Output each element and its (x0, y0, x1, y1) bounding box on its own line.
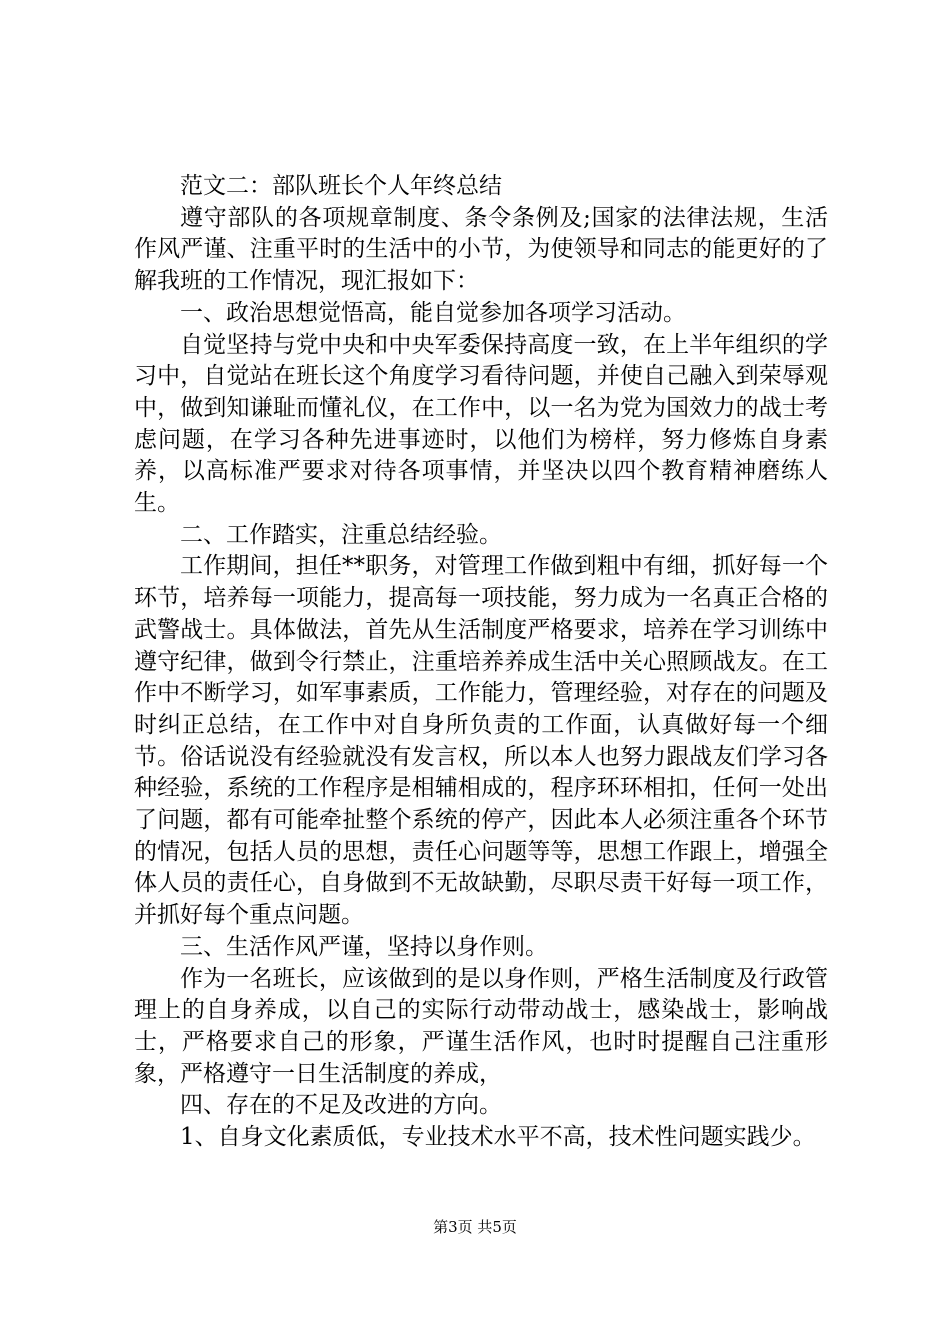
page-number-footer: 第3页 共5页 (433, 1218, 517, 1236)
document-body (134, 171, 828, 1154)
paragraph-lifestyle: 作为一名班长，应该做到的是以身作则，严格生活制度及行政管理上的自身养成，以自己的实际行动带动战士，感染战士，影响战士，严格要求自己的形象，严谨生活作风，也时时提醒自己注重形象，严格遵守一日生活制度的养成， (134, 965, 828, 1087)
section-heading-2: 二、工作踏实，注重总结经验。 (180, 521, 502, 548)
section-heading-1: 一、政治思想觉悟高，能自觉参加各项学习活动。 (180, 299, 686, 326)
paragraph-intro: 遵守部队的各项规章制度、条令条例及;国家的法律法规，生活作风严谨、注重平时的生活中的小节，为使领导和同志的能更好的了解我班的工作情况，现汇报如下： (134, 204, 828, 295)
paragraph-shortcoming-1: 1、自身文化素质低，专业技术水平不高，技术性问题实践少。 (180, 1124, 816, 1151)
document-title: 范文二：部队班长个人年终总结 (180, 173, 502, 199)
paragraph-work: 工作期间，担任**职务，对管理工作做到粗中有细，抓好每一个环节，培养每一项能力，提高每一项技能，努力成为一名真正合格的武警战士。具体做法，首先从生活制度严格要求，培养在学习训练中遵守纪律，做到令行禁止，注重培养养成生活中关心照顾战友。在工作中不断学习，如军事素质，工作能力，管理经验，对存在的问题及时纠正总结，在工作中对自身所负责的工作面，认真做好每一个细节。俗话说没有经验就没有发言权，所以本人也努力跟战友们学习各种经验，系统的工作程序是相辅相成的，程序环环相扣，任何一处出了问题，都有可能牵扯整个系统的停产，因此本人必须注重各个环节的情况，包括人员的思想，责任心问题等等，思想工作跟上，增强全体人员的责任心，自身做到不无故缺勤，尽职尽责干好每一项工作，并抓好每个重点问题。 (134, 553, 828, 929)
section-heading-3: 三、生活作风严谨，坚持以身作则。 (180, 933, 548, 960)
paragraph-political: 自觉坚持与党中央和中央军委保持高度一致，在上半年组织的学习中，自觉站在班长这个角度学习看待问题，并使自己融入到荣辱观中，做到知谦耻而懂礼仪，在工作中，以一名为党为国效力的战士考虑问题，在学习各种先进事迹时，以他们为榜样，努力修炼自身素养，以高标准严要求对待各项事情，并坚决以四个教育精神磨练人生。 (134, 331, 828, 517)
section-heading-4: 四、存在的不足及改进的方向。 (180, 1092, 502, 1119)
